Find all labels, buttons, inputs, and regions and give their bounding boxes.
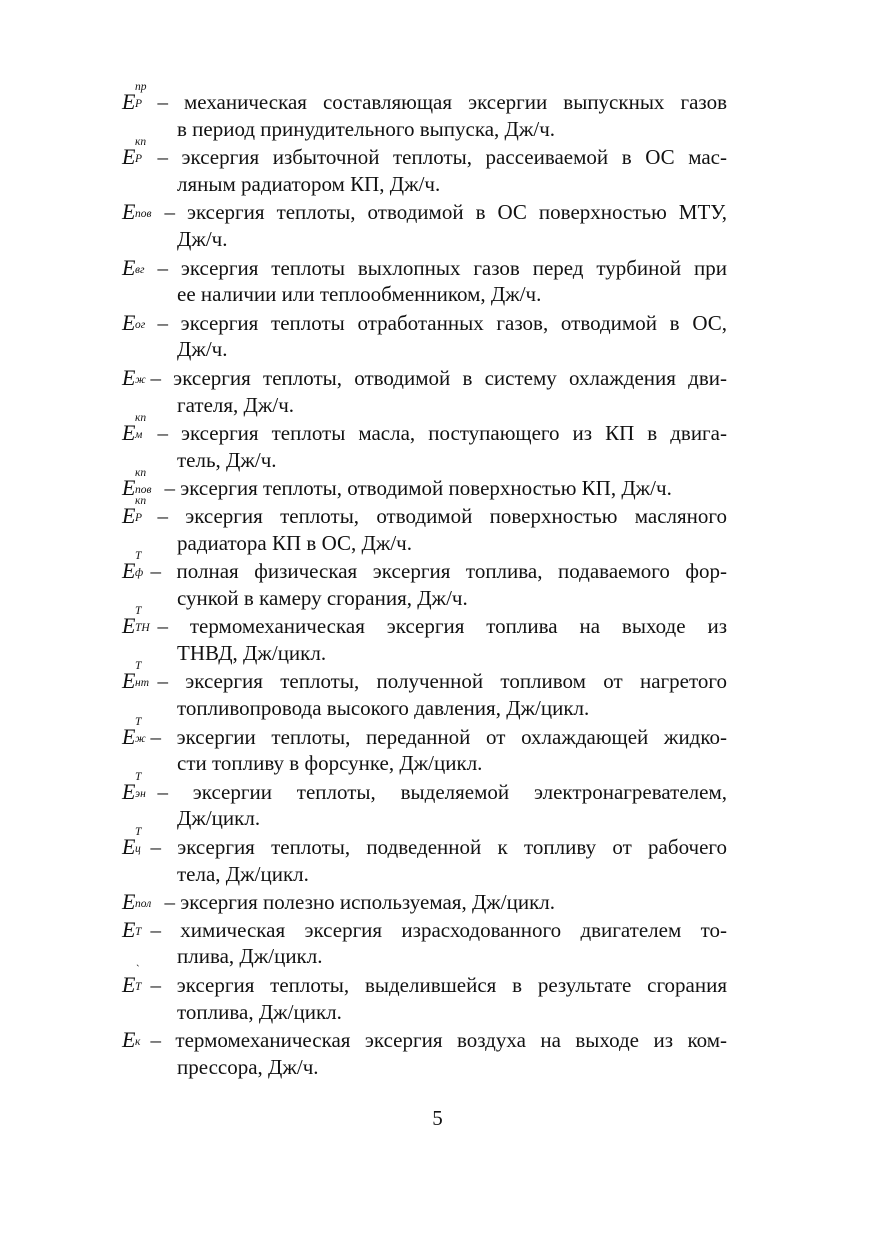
definition-text: Дж/ч. xyxy=(177,337,228,362)
symbol-base: E xyxy=(122,613,136,639)
definition-continuation-line xyxy=(122,171,727,199)
symbol xyxy=(122,1026,144,1055)
symbol-superscript: пр xyxy=(135,81,147,93)
symbol-base: E xyxy=(122,420,136,446)
definition-entry xyxy=(122,494,727,557)
definition-continuation-line xyxy=(122,695,727,723)
symbol-base: E xyxy=(122,668,136,694)
symbol-base: E xyxy=(122,723,136,749)
symbol-subscript: P xyxy=(135,511,143,524)
symbol-base: E xyxy=(122,889,136,915)
symbol-base: E xyxy=(122,502,136,528)
definition-text: – эксергия теплоты, выделившейся в результате сгорания xyxy=(150,973,727,997)
symbol-superscript: кп xyxy=(135,412,147,425)
symbol xyxy=(122,550,144,586)
symbol-subscript: вг xyxy=(135,263,145,276)
definition-continuation-line xyxy=(122,226,727,254)
symbol-definitions-list xyxy=(122,81,727,1081)
symbol-base: E xyxy=(122,834,136,860)
definition-entry xyxy=(122,550,727,612)
definition-entry xyxy=(122,81,727,143)
definition-entry xyxy=(122,136,727,198)
symbol-base: E xyxy=(122,309,136,335)
symbol xyxy=(122,888,158,917)
definition-text: ляным радиатором КП, Дж/ч. xyxy=(177,171,441,196)
symbol xyxy=(122,715,146,752)
definition-entry xyxy=(122,1026,727,1081)
definition-continuation-line xyxy=(122,805,727,833)
symbol-subscript: P xyxy=(135,98,143,110)
definition-text: – эксергия теплоты, отводимой поверхностью масляного xyxy=(157,503,727,528)
definition-text: сти топливу в форсунке, Дж/цикл. xyxy=(177,751,483,776)
symbol-base: E xyxy=(122,778,136,804)
symbol-base: E xyxy=(122,89,136,114)
definition-text: – эксергия теплоты выхлопных газов перед турбиной при xyxy=(157,255,727,280)
definition-continuation-line xyxy=(122,336,727,364)
definition-first-line xyxy=(122,467,727,502)
symbol-superscript: T xyxy=(135,715,142,728)
definition-text: Дж/цикл. xyxy=(177,806,261,831)
symbol-subscript: ц xyxy=(135,843,141,856)
definition-text: – химическая эксергия израсходованного двигателем то- xyxy=(150,917,727,942)
definition-text: Дж/ч. xyxy=(177,226,228,251)
definition-entry xyxy=(122,364,727,419)
definition-entry xyxy=(122,309,727,364)
symbol-superscript: кп xyxy=(135,136,147,149)
symbol-base: E xyxy=(122,199,136,225)
definition-text: – эксергия теплоты, отводимой в систему охлаждения дви- xyxy=(150,365,727,390)
symbol-superscript: T xyxy=(135,605,142,618)
symbol xyxy=(122,494,151,531)
symbol-base: E xyxy=(122,558,136,584)
definition-entry xyxy=(122,770,727,833)
definition-entry xyxy=(122,964,727,1026)
definition-text: – эксергия теплоты, отводимой поверхностью КП, Дж/ч. xyxy=(164,476,672,501)
definition-continuation-line xyxy=(122,1054,727,1082)
definition-first-line xyxy=(122,964,727,999)
definition-text: ТНВД, Дж/цикл. xyxy=(177,640,327,665)
symbol-subscript: T xyxy=(135,925,142,938)
symbol xyxy=(122,136,151,172)
symbol xyxy=(122,660,151,696)
definition-text: прессора, Дж/ч. xyxy=(177,1054,319,1079)
definition-text: – эксергии теплоты, переданной от охлаждающей жидко- xyxy=(150,724,727,749)
definition-text: – эксергия теплоты, отводимой в ОС поверхностью МТУ, xyxy=(164,200,727,225)
symbol xyxy=(122,309,151,338)
symbol-superscript: T xyxy=(135,826,142,839)
definition-first-line xyxy=(122,309,727,337)
definition-first-line xyxy=(122,770,727,806)
definition-text: сункой в камеру сгорания, Дж/ч. xyxy=(177,585,468,610)
symbol-subscript: ф xyxy=(135,567,144,580)
symbol-subscript: ог xyxy=(135,318,146,331)
definition-text: – эксергии теплоты, выделяемой электронагревателем, xyxy=(157,779,727,804)
definition-entry xyxy=(122,254,727,309)
definition-continuation-line xyxy=(122,281,727,309)
symbol-subscript: эн xyxy=(135,787,146,800)
definition-text: тель, Дж/ч. xyxy=(177,447,277,472)
definition-text: – термомеханическая эксергия топлива на выходе из xyxy=(157,614,727,639)
definition-text: гателя, Дж/ч. xyxy=(177,392,295,417)
definition-continuation-line xyxy=(122,640,727,668)
symbol-base: E xyxy=(122,254,136,280)
symbol-subscript: м xyxy=(135,429,143,442)
symbol xyxy=(122,81,151,117)
definition-first-line xyxy=(122,254,727,282)
symbol xyxy=(122,916,144,945)
symbol-subscript: TH xyxy=(135,622,150,635)
definition-text: плива, Дж/цикл. xyxy=(177,944,323,969)
definition-first-line xyxy=(122,605,727,640)
symbol-base: E xyxy=(122,916,136,942)
definition-entry xyxy=(122,412,727,474)
definition-text: – эксергия теплоты, полученной топливом от нагретого xyxy=(157,669,727,694)
symbol-subscript: пов xyxy=(135,484,152,497)
definition-text: ее наличии или теплообменником, Дж/ч. xyxy=(177,282,542,307)
symbol-base: E xyxy=(122,972,136,997)
symbol-subscript: ж xyxy=(135,373,146,386)
definition-continuation-line xyxy=(122,530,727,558)
definition-first-line xyxy=(122,916,727,944)
definition-text: топливопровода высокого давления, Дж/цикл. xyxy=(177,696,590,721)
definition-entry xyxy=(122,826,727,888)
definition-continuation-line xyxy=(122,585,727,613)
symbol-superscript: кп xyxy=(135,494,147,507)
symbol-subscript: к xyxy=(135,1036,141,1049)
definition-first-line xyxy=(122,660,727,695)
definition-first-line xyxy=(122,81,727,116)
definition-entry xyxy=(122,888,727,916)
definition-entry xyxy=(122,916,727,971)
definition-continuation-line xyxy=(122,116,727,144)
symbol-subscript: P xyxy=(135,153,143,166)
definition-continuation-line xyxy=(122,861,727,889)
symbol-superscript: T xyxy=(135,770,142,783)
definition-entry xyxy=(122,605,727,667)
symbol-base: E xyxy=(122,1027,136,1053)
symbol-base: E xyxy=(122,475,136,501)
definition-first-line xyxy=(122,1026,727,1054)
definition-first-line xyxy=(122,888,727,916)
symbol xyxy=(122,198,158,227)
definition-text: – механическая составляющая эксергии выпускных газов xyxy=(157,90,727,114)
definition-text: радиатора КП в ОС, Дж/ч. xyxy=(177,530,412,555)
symbol-superscript: T xyxy=(135,550,142,563)
symbol-superscript: T xyxy=(135,660,142,673)
symbol xyxy=(122,770,151,807)
definition-text: – эксергия теплоты масла, поступающего из КП в двига- xyxy=(157,421,727,446)
symbol-subscript: ж xyxy=(135,732,146,745)
symbol xyxy=(122,412,151,448)
definition-text: – эксергия теплоты, подведенной к топливу от рабочего xyxy=(150,835,727,860)
definition-text: – эксергия теплоты отработанных газов, отводимой в ОС, xyxy=(157,310,727,335)
definition-text: топлива, Дж/цикл. xyxy=(177,999,342,1024)
symbol-subscript: нт xyxy=(135,677,150,690)
definition-continuation-line xyxy=(122,943,727,971)
definition-first-line xyxy=(122,550,727,585)
definition-text: – термомеханическая эксергия воздуха на выходе из ком- xyxy=(150,1028,727,1053)
definition-first-line xyxy=(122,494,727,530)
symbol-subscript: пол xyxy=(135,898,152,911)
definition-first-line xyxy=(122,826,727,861)
definition-continuation-line xyxy=(122,447,727,475)
definition-entry xyxy=(122,467,727,502)
symbol-superscript: кп xyxy=(135,467,147,480)
symbol-base: E xyxy=(122,364,136,390)
definition-first-line xyxy=(122,715,727,751)
symbol-subscript: пов xyxy=(135,208,152,221)
definition-text: – эксергия избыточной теплоты, рассеиваемой в ОС мас- xyxy=(157,145,727,170)
definition-text: – эксергия полезно используемая, Дж/цикл. xyxy=(164,890,556,915)
symbol-superscript: ` xyxy=(135,964,139,976)
definition-first-line xyxy=(122,198,727,226)
definition-entry xyxy=(122,715,727,778)
symbol-subscript: T xyxy=(135,981,142,993)
definition-first-line xyxy=(122,412,727,447)
definition-text: – полная физическая эксергия топлива, подаваемого фор- xyxy=(150,559,727,584)
page-number: 5 xyxy=(432,1106,443,1130)
symbol xyxy=(122,826,144,862)
definition-entry xyxy=(122,660,727,722)
symbol xyxy=(122,254,151,283)
symbol xyxy=(122,605,151,641)
definition-continuation-line xyxy=(122,999,727,1027)
definition-text: тела, Дж/цикл. xyxy=(177,861,309,886)
definition-entry xyxy=(122,198,727,253)
definition-first-line xyxy=(122,136,727,171)
definition-text: в период принудительного выпуска, Дж/ч. xyxy=(177,116,556,141)
definition-first-line xyxy=(122,364,727,392)
symbol xyxy=(122,964,144,1000)
definition-continuation-line xyxy=(122,750,727,778)
definition-continuation-line xyxy=(122,392,727,420)
symbol-base: E xyxy=(122,144,136,170)
symbol xyxy=(122,364,144,393)
